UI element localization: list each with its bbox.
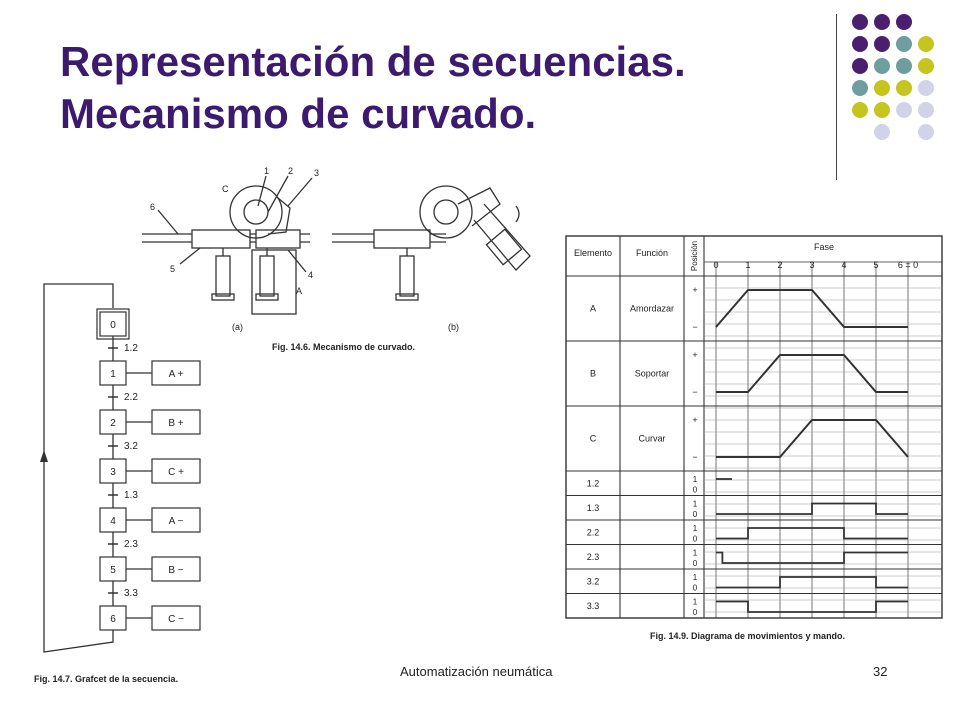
dot [918,58,934,74]
actuator-elemento: C [589,433,597,444]
dot [852,80,868,96]
dot [874,58,890,74]
callout-4: 4 [308,270,314,280]
callout-5: 5 [170,264,176,274]
signal-one: 1 [692,597,698,607]
signal-waveform [716,504,908,515]
grafcet-step-label: 0 [110,320,116,331]
signal-elemento: 1.2 [586,478,600,489]
label-b: (b) [448,322,459,332]
signal-one: 1 [692,475,698,484]
callout-3: 3 [314,168,320,178]
dot [896,36,912,52]
grafcet-action-label: C + [168,467,184,478]
position-minus: − [692,322,698,332]
signal-zero: 0 [692,534,698,544]
mechanism-caption: Fig. 14.6. Mecanismo de curvado. [272,342,416,352]
grafcet-step-label: 1 [110,369,116,380]
grafcet-transition-label: 2.2 [124,392,138,403]
signal-elemento: 2.3 [586,551,600,562]
dot [852,102,868,118]
grafcet-action-label: A + [168,369,184,380]
phase-label: 0 [713,260,719,270]
phase-label: 5 [873,260,879,270]
callout-6: 6 [150,202,156,212]
signal-elemento: 1.3 [586,502,600,513]
grafcet-step-label: 2 [110,418,116,429]
callout-a: A [296,286,303,296]
dot [874,14,890,30]
header-fase: Fase [813,242,835,252]
actuator-funcion: Soportar [634,368,670,379]
position-minus: − [692,387,698,397]
phase-label: 6 = 0 [897,260,919,270]
dot [918,102,934,118]
grafcet-action-label: C − [168,614,184,625]
page-number: 32 [873,664,888,679]
movement-caption: Fig. 14.9. Diagrama de movimientos y mando. [650,631,846,641]
dot [852,14,868,30]
grafcet-transition-label: 3.3 [124,588,138,599]
header-elemento: Elemento [573,248,613,258]
signal-zero: 0 [692,485,698,495]
dot [874,36,890,52]
dot [918,80,934,96]
actuator-funcion: Curvar [638,433,666,444]
position-plus: + [692,350,698,360]
signal-one: 1 [692,548,698,558]
dot [918,124,934,140]
dot [896,102,912,118]
grafcet-action-label: B + [168,418,184,429]
grafcet-caption: Fig. 14.7. Grafcet de la secuencia. [34,674,179,684]
callout-c: C [222,184,229,194]
grafcet-step-label: 4 [110,516,116,527]
footer-title: Automatización neumática [400,664,553,679]
label-a: (a) [232,322,243,332]
grafcet-transition-label: 3.2 [124,441,138,452]
dot [874,80,890,96]
signal-zero: 0 [692,608,698,617]
dot [874,102,890,118]
grafcet-action-label: A − [168,516,184,527]
signal-one: 1 [692,573,698,582]
dot [852,58,868,74]
dot [896,80,912,96]
callout-2: 2 [288,166,294,176]
header-funcion: Función [635,248,669,258]
signal-zero: 0 [692,559,698,568]
header-posicion: Posición [690,240,699,272]
signal-elemento: 2.2 [586,527,600,538]
signal-elemento: 3.3 [586,600,600,611]
callout-1: 1 [264,166,270,176]
title-line-2: Mecanismo de curvado. [60,90,537,137]
signal-one: 1 [692,499,698,509]
grafcet-step-label: 5 [110,565,116,576]
signal-one: 1 [692,524,698,533]
dot [852,36,868,52]
actuator-funcion: Amordazar [629,303,675,314]
grafcet-transition-label: 1.2 [124,343,138,354]
grafcet-diagram [32,282,232,692]
position-plus: + [692,285,698,295]
phase-label: 2 [777,260,783,270]
position-plus: + [692,415,698,425]
dot [896,58,912,74]
movement-diagram [564,234,944,644]
grafcet-step-label: 6 [110,614,116,625]
phase-label: 1 [745,260,751,270]
slide-title [60,36,686,140]
signal-zero: 0 [692,510,698,519]
grafcet-transition-label: 2.3 [124,539,138,550]
title-line-1: Representación de secuencias. [60,38,686,85]
position-minus: − [692,452,698,462]
dot [918,36,934,52]
actuator-elemento: A [589,303,597,314]
dot [874,124,890,140]
phase-label: 3 [809,260,815,270]
phase-label: 4 [841,260,847,270]
grafcet-transition-label: 1.3 [124,490,138,501]
dot [896,14,912,30]
signal-zero: 0 [692,583,698,593]
decorative-dot-grid [850,12,950,162]
actuator-elemento: B [589,368,597,379]
signal-elemento: 3.2 [586,576,600,587]
grafcet-step-label: 3 [110,467,116,478]
divider-line [836,14,837,180]
grafcet-action-label: B − [168,565,184,576]
